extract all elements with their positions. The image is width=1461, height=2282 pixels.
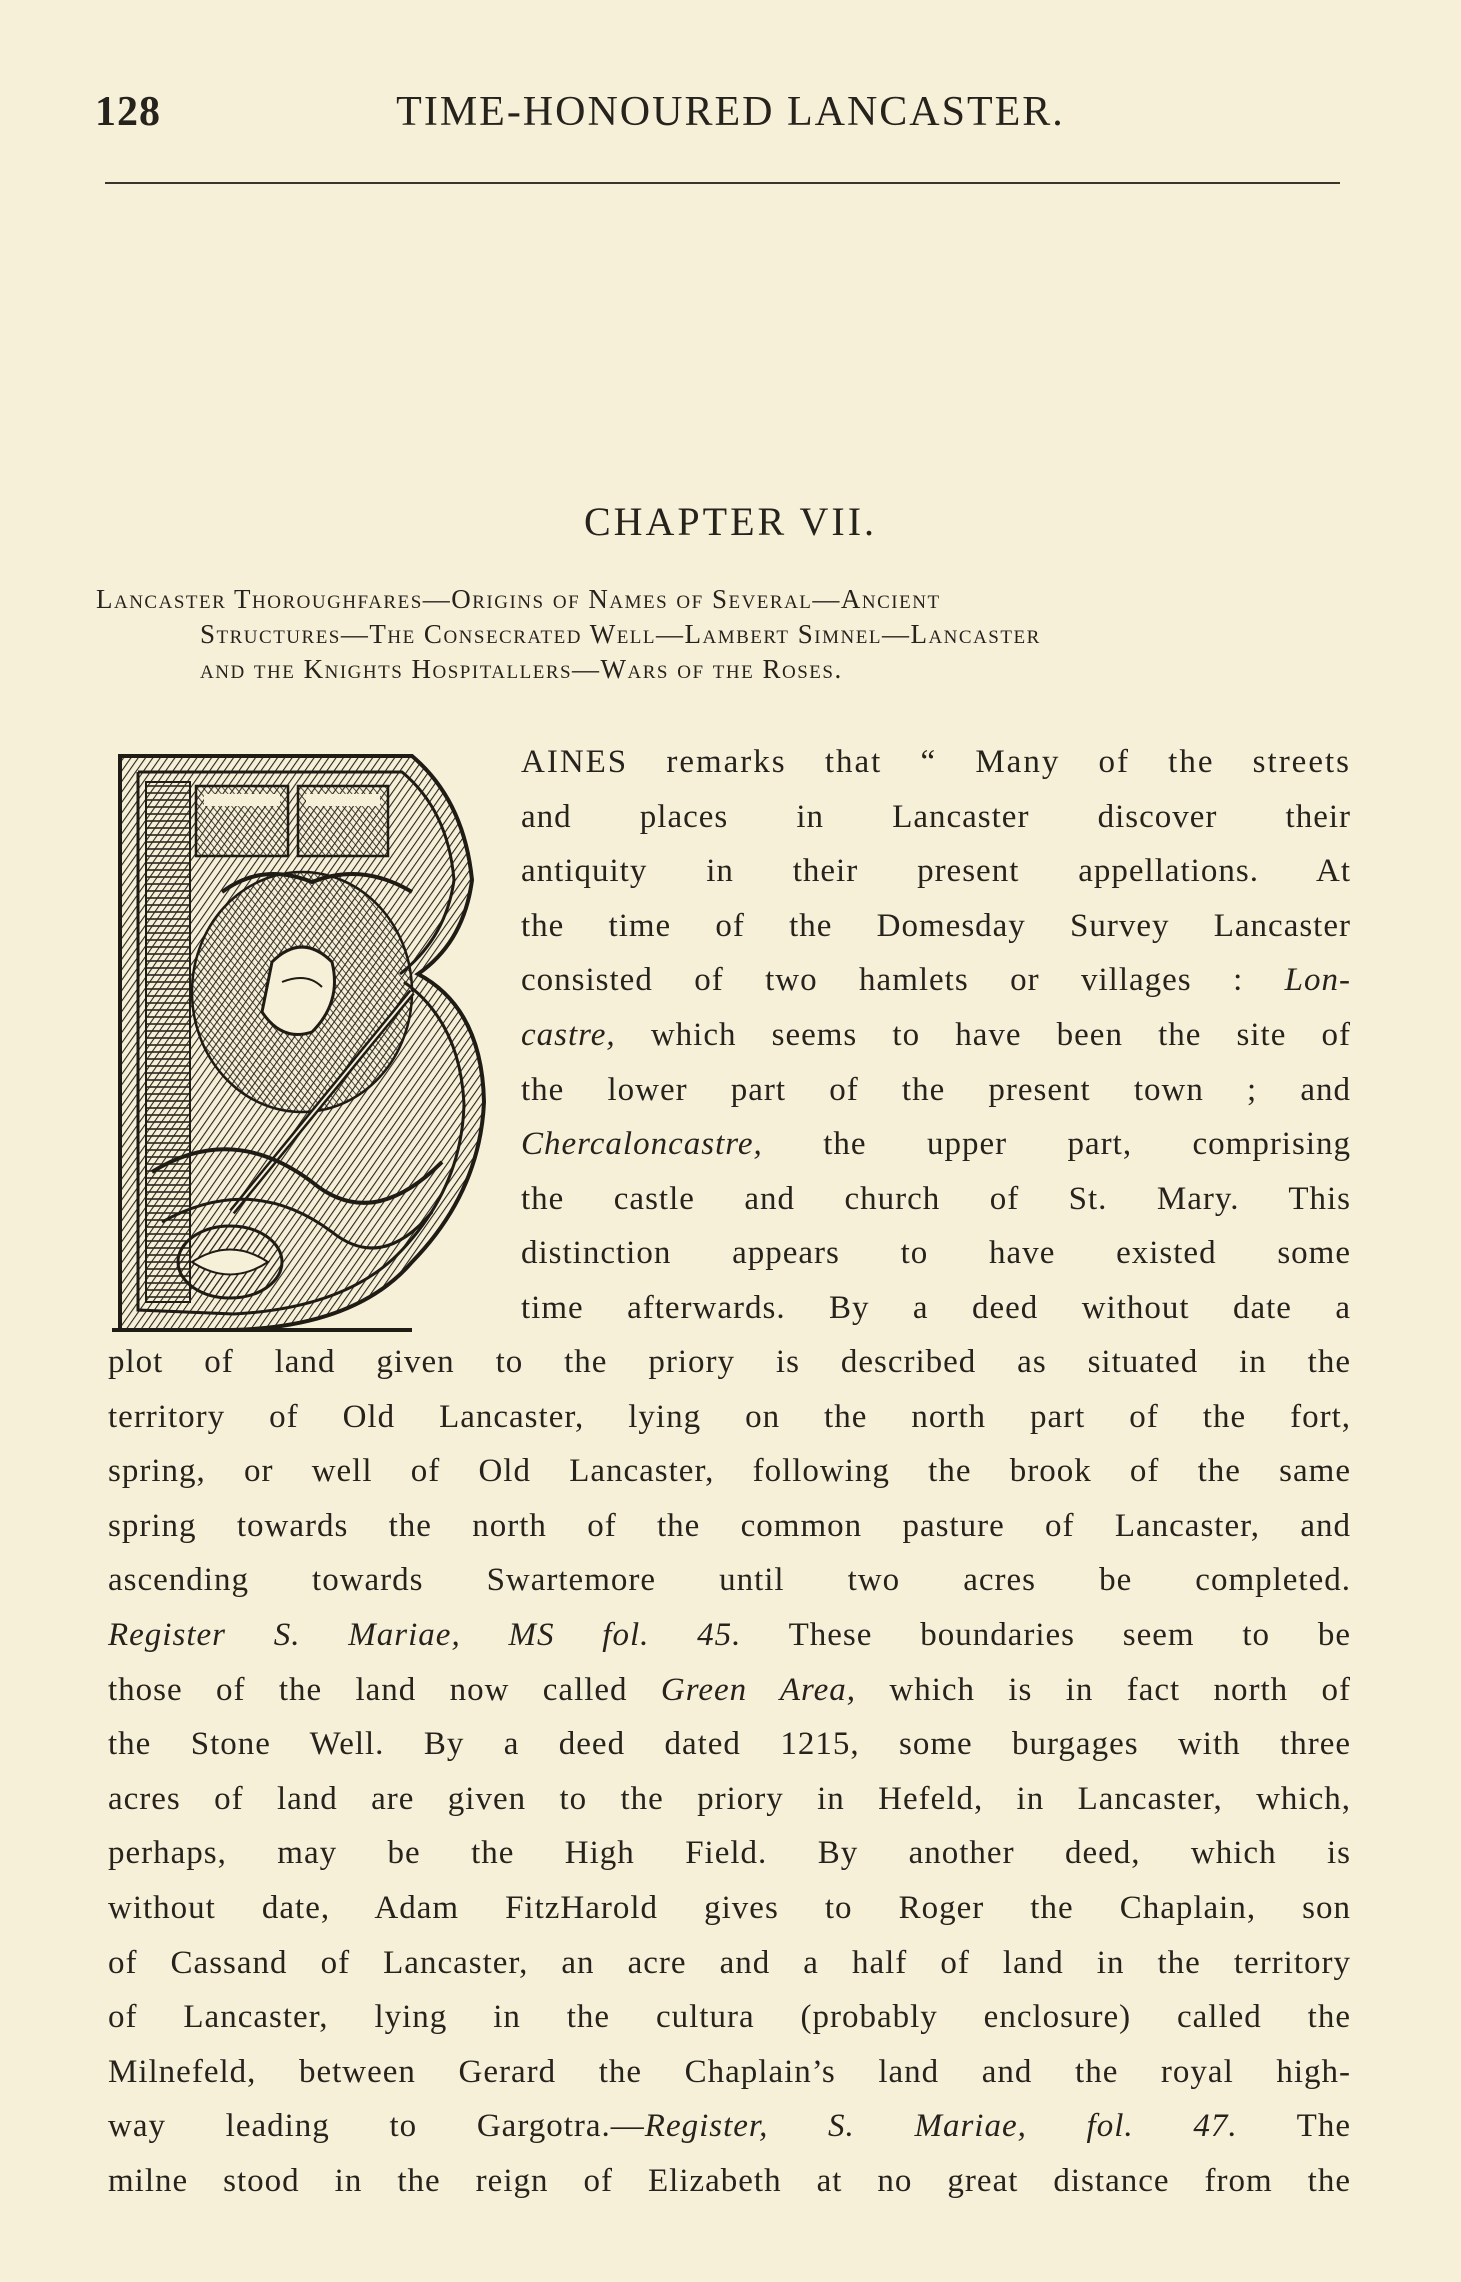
text-line (108, 1826, 1351, 1881)
running-title: TIME-HONOURED LANCASTER. (396, 89, 1065, 135)
italic-text-run: castre, (521, 1016, 616, 1053)
text-line (108, 2154, 1351, 2209)
chapter-synopsis (96, 582, 1346, 687)
running-head (0, 88, 1461, 148)
text-line (521, 1281, 1351, 1336)
text-run: ascending towards Swartemore until two acres be completed. (108, 1562, 1351, 1599)
text-run: territory of Old Lancaster, lying on the north part of the fort, (108, 1398, 1351, 1435)
page-number: 128 (95, 89, 161, 135)
text-line (108, 2099, 1351, 2154)
text-run: antiquity in their present appellations. At (521, 853, 1351, 890)
text-run: The (1237, 2108, 1351, 2145)
text-line (521, 953, 1351, 1008)
text-run: the time of the Domesday Survey Lancaster (521, 907, 1351, 944)
text-run: which seems to have been the site of (615, 1016, 1351, 1053)
opening-paragraph-wrapped (521, 735, 1351, 1336)
italic-text-run: Lon- (1284, 962, 1351, 999)
text-run: of Cassand of Lancaster, an acre and a half of land in the territory (108, 1944, 1351, 1981)
text-line (108, 1390, 1351, 1445)
text-run: the lower part of the present town ; and (521, 1071, 1351, 1108)
text-line (108, 1499, 1351, 1554)
text-run: of Lancaster, lying in the cultura (probably enclosure) called the (108, 1999, 1351, 2036)
text-run: distinction appears to have existed some (521, 1235, 1351, 1272)
text-run: These boundaries seem to be (741, 1616, 1351, 1653)
text-run: AINES remarks that “ Many of the streets (521, 744, 1351, 780)
italic-text-run: Green Area, (660, 1671, 857, 1708)
text-run: the castle and church of St. Mary. This (521, 1180, 1351, 1217)
text-line (108, 2045, 1351, 2100)
text-line (108, 1881, 1351, 1936)
text-run: without date, Adam FitzHarold gives to Roger the Chaplain, son (108, 1889, 1351, 1926)
text-line (108, 1990, 1351, 2045)
text-line (108, 1717, 1351, 1772)
text-run: milne stood in the reign of Elizabeth at no great distance from the (108, 2162, 1351, 2199)
text-run: spring towards the north of the common pasture of Lancaster, and (108, 1507, 1351, 1544)
text-run: perhaps, may be the High Field. By another deed, which is (108, 1835, 1351, 1872)
text-line (521, 899, 1351, 954)
chapter-title: CHAPTER VII. (583, 499, 878, 544)
text-run: plot of land given to the priory is described as situated in the (108, 1344, 1351, 1380)
text-run: spring, or well of Old Lancaster, following the brook of the same (108, 1453, 1351, 1490)
text-run: acres of land are given to the priory in Hefeld, in Lancaster, which, (108, 1780, 1351, 1817)
text-line (521, 1172, 1351, 1227)
text-run: consisted of two hamlets or villages : (521, 962, 1285, 999)
text-line (521, 1008, 1351, 1063)
text-run: way leading to Gargotra.— (108, 2108, 645, 2145)
decorated-initial-letter-icon (112, 742, 502, 1332)
text-line (108, 1553, 1351, 1608)
text-run: and places in Lancaster discover their (521, 798, 1351, 835)
text-line (108, 1335, 1351, 1390)
text-line (521, 1226, 1351, 1281)
text-run: time afterwards. By a deed without date a (521, 1289, 1351, 1326)
text-line (108, 1608, 1351, 1663)
text-run: the upper part, comprising (762, 1126, 1351, 1163)
italic-citation: Register S. Mariae, MS fol. 45. (108, 1616, 742, 1653)
text-run: Milnefeld, between Gerard the Chaplain’s land and the royal high- (108, 2053, 1351, 2090)
text-run: those of the land now called (108, 1671, 661, 1708)
synopsis-line: Structures—The Consecrated Well—Lambert Simnel—Lancaster (200, 619, 1041, 649)
header-rule (105, 182, 1340, 184)
text-line (108, 1772, 1351, 1827)
paragraph-continuation (108, 1335, 1351, 2209)
text-line (521, 1117, 1351, 1172)
text-line (521, 790, 1351, 845)
text-run: which is in fact north of (856, 1671, 1351, 1708)
italic-text-run: Chercaloncastre, (521, 1126, 763, 1163)
text-line (521, 1063, 1351, 1118)
synopsis-line: and the Knights Hospitallers—Wars of the Roses. (200, 654, 843, 684)
text-line (521, 844, 1351, 899)
text-line (108, 1936, 1351, 1991)
text-run: the Stone Well. By a deed dated 1215, some burgages with three (108, 1726, 1351, 1763)
text-line (108, 1444, 1351, 1499)
synopsis-line: Lancaster Thoroughfares—Origins of Names of Several—Ancient (96, 584, 941, 614)
italic-citation: Register, S. Mariae, fol. 47. (644, 2108, 1238, 2145)
text-line (108, 1663, 1351, 1718)
text-line (521, 735, 1351, 790)
